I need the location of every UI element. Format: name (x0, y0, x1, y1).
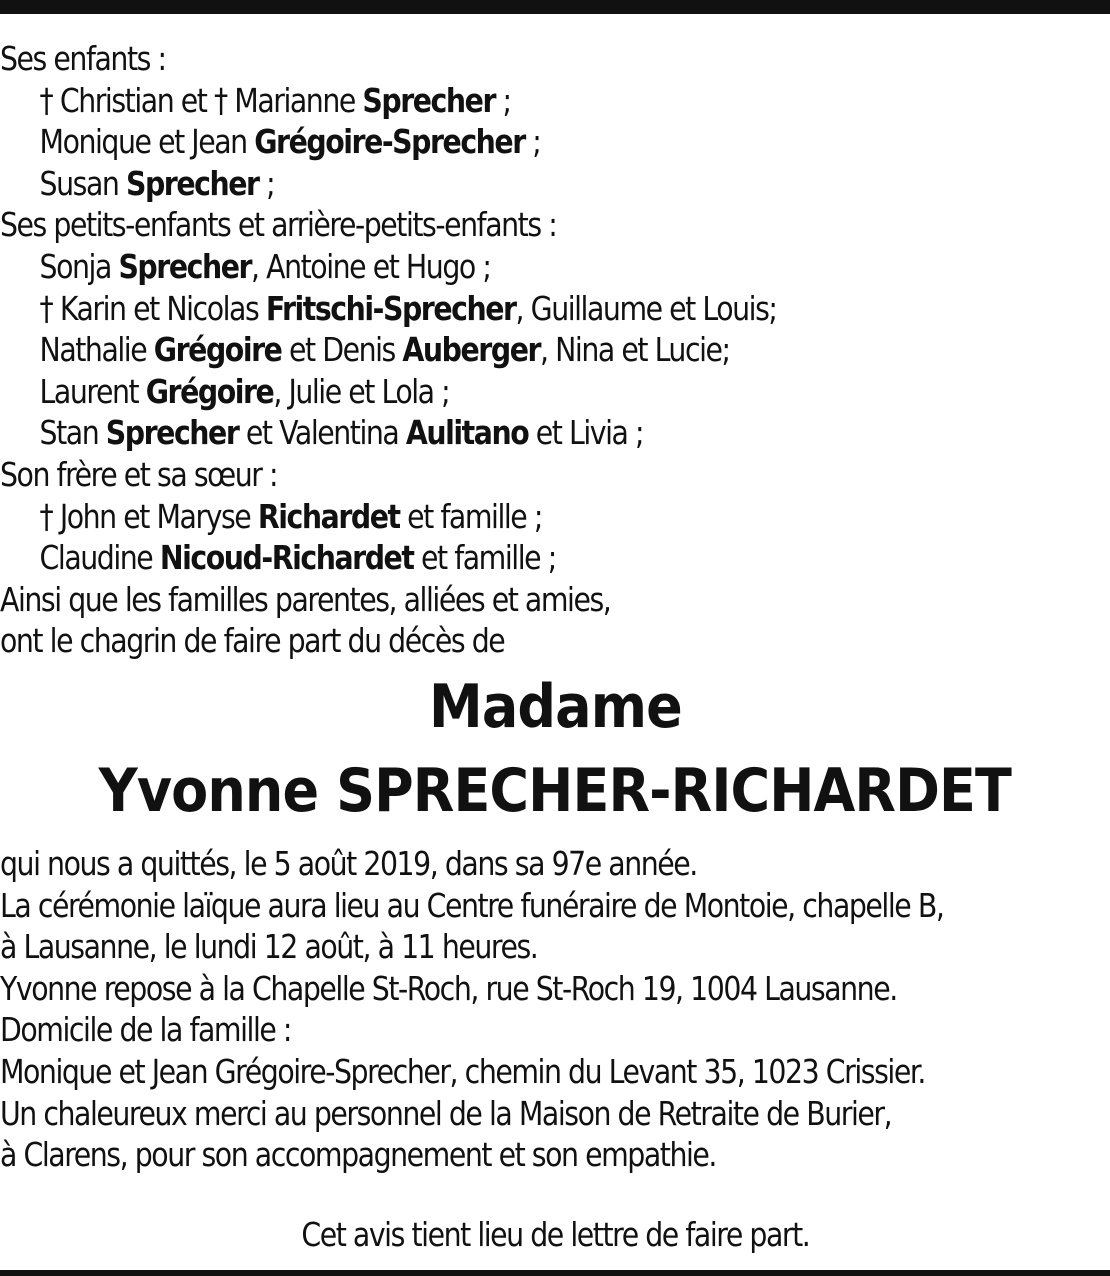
detail-line: Domicile de la famille : (0, 1010, 292, 1050)
frere-line: † John et Maryse Richardet et famille ; (39, 496, 542, 536)
petit-enfant-line: Sonja Sprecher, Antoine et Hugo ; (39, 246, 491, 286)
detail-line: Yvonne repose à la Chapelle St-Roch, rue St-Roch 19, 1004 Lausanne. (0, 968, 897, 1008)
bottom-rule (0, 1270, 1110, 1276)
enfants-label: Ses enfants : (0, 39, 166, 78)
petit-enfant-line: Laurent Grégoire, Julie et Lola ; (39, 371, 450, 411)
ainsi-line: Ainsi que les familles parentes, alliées et amies, (0, 579, 611, 619)
family-list (0, 38, 1110, 662)
enfant-line: Susan Sprecher ; (39, 163, 275, 203)
footer-note: Cet avis tient lieu de lettre de faire part. (301, 1215, 809, 1254)
freres-label: Son frère et sa sœur : (0, 454, 278, 494)
detail-line: à Clarens, pour son accompagnement et son empathie. (0, 1135, 716, 1175)
deceased-title: Madame (428, 672, 682, 742)
chagrin-line: ont le chagrin de faire part du décès de (0, 621, 505, 661)
enfant-line: Monique et Jean Grégoire-Sprecher ; (39, 122, 541, 162)
petits-enfants-label: Ses petits-enfants et arrière-petits-enfants : (0, 205, 557, 245)
detail-line: Monique et Jean Grégoire-Sprecher, chemin du Levant 35, 1023 Crissier. (0, 1051, 925, 1091)
detail-line: La cérémonie laïque aura lieu au Centre funéraire de Montoie, chapelle B, (0, 885, 944, 925)
detail-line: qui nous a quittés, le 5 août 2019, dans sa 97e année. (0, 844, 697, 883)
detail-line: Un chaleureux merci au personnel de la Maison de Retraite de Burier, (0, 1093, 892, 1133)
top-rule (0, 0, 1110, 14)
petit-enfant-line: Stan Sprecher et Valentina Aulitano et Livia ; (39, 413, 644, 453)
enfant-line: † Christian et † Marianne Sprecher ; (39, 80, 511, 120)
petit-enfant-line: † Karin et Nicolas Fritschi-Sprecher, Guillaume et Louis; (39, 288, 777, 328)
deceased-name: Yvonne SPRECHER-RICHARDET (98, 756, 1012, 826)
frere-line: Claudine Nicoud-Richardet et famille ; (39, 538, 556, 578)
petit-enfant-line: Nathalie Grégoire et Denis Auberger, Nina et Lucie; (39, 330, 730, 370)
details-block (0, 843, 1110, 1176)
detail-line: à Lausanne, le lundi 12 août, à 11 heures. (0, 927, 538, 967)
